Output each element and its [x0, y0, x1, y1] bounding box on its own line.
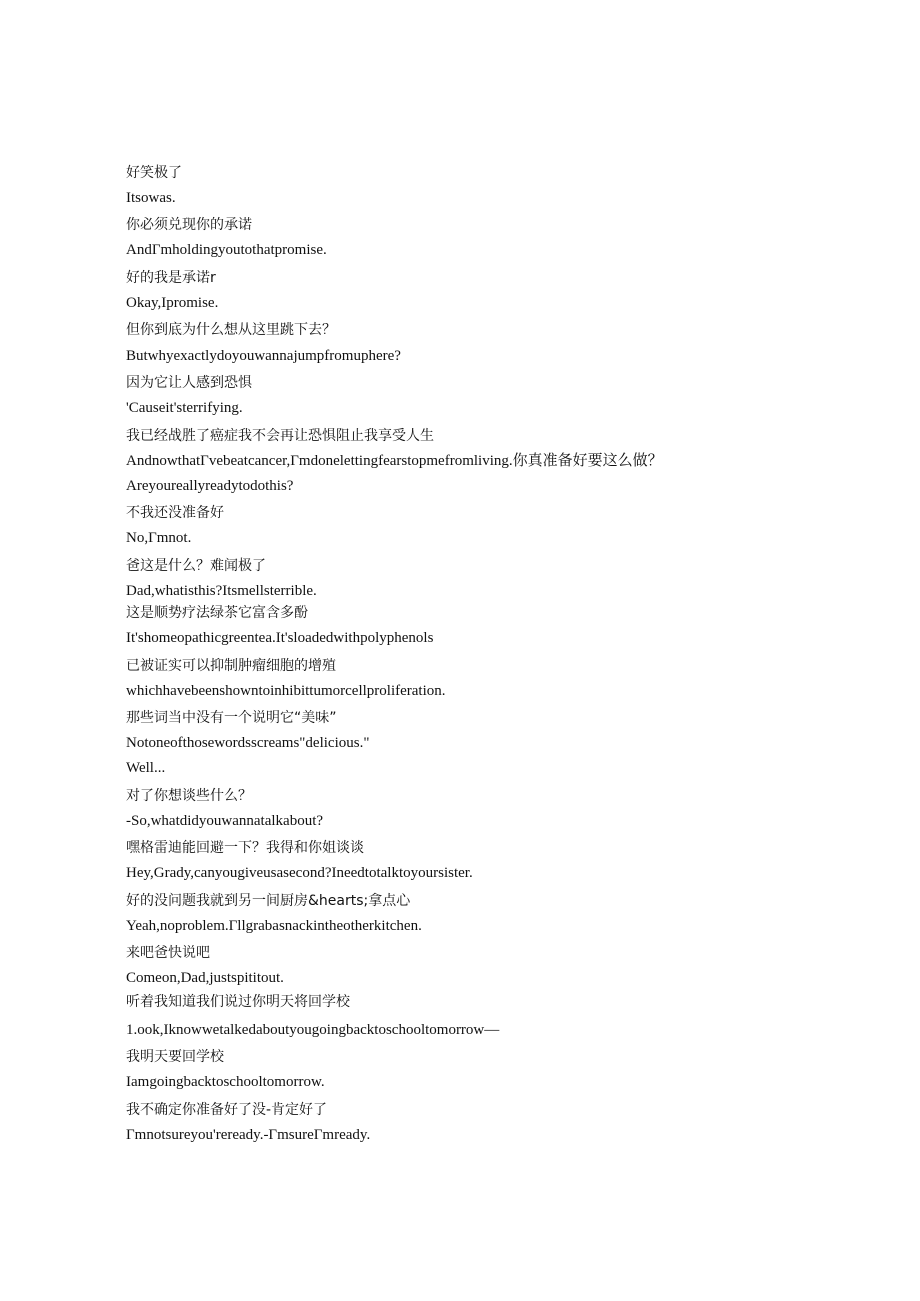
subtitle-line-en: Notoneofthosewordsscreams"delicious." [126, 735, 370, 751]
subtitle-line-en: Okay,Ipromise. [126, 295, 219, 311]
subtitle-line-en: Areyoureallyreadytodothis? [126, 478, 294, 494]
subtitle-line-zh: 听着我知道我们说过你明天将回学校 [126, 994, 350, 1010]
subtitle-line-zh: 爸这是什么？难闻极了 [126, 558, 266, 574]
subtitle-line-zh: 好的没问题我就到另一间厨房&hearts;拿点心 [126, 893, 411, 909]
subtitle-line-en: Comeon,Dad,justspititout. [126, 970, 284, 986]
subtitle-line-en: Yeah,noproblem.Γllgrabasnackintheotherkitchen. [126, 918, 422, 934]
subtitle-line-en: AndΓmholdingyoutothatpromise. [126, 242, 327, 258]
subtitle-line-en: Butwhyexactlydoyouwannajumpfromuphere? [126, 348, 401, 364]
subtitle-line-en: No,Γmnot. [126, 530, 192, 546]
subtitle-line-en: Γmnotsureyou'reready.-ΓmsureΓmready. [126, 1127, 371, 1143]
subtitle-line-zh: 那些词当中没有一个说明它“美味” [126, 710, 337, 726]
subtitle-line-en: Well... [126, 760, 166, 776]
subtitle-line-zh: 好的我是承诺r [126, 270, 216, 286]
subtitle-line-en: Dad,whatisthis?Itsmellsterrible. [126, 583, 317, 599]
subtitle-line-zh: 我不确定你准备好了没-肯定好了 [126, 1102, 328, 1118]
subtitle-line-zh: 嘿格雷迪能回避一下？我得和你姐谈谈 [126, 840, 364, 856]
subtitle-line-zh: 好笑极了 [126, 165, 182, 181]
subtitle-line-zh: 对了你想谈些什么？ [126, 788, 252, 804]
subtitle-line-en: 1.ook,Iknowwetalkedaboutyougoingbacktoschooltomorrow— [126, 1022, 500, 1038]
subtitle-line-zh: 我已经战胜了癌症我不会再让恐惧阻止我享受人生 [126, 428, 434, 444]
subtitle-line-zh: 不我还没准备好 [126, 505, 224, 521]
subtitle-line-zh: 你必须兑现你的承诺 [126, 217, 252, 233]
subtitle-line-zh: 因为它让人感到恐惧 [126, 375, 252, 391]
subtitle-line-zh: 这是顺势疗法绿茶它富含多酚 [126, 605, 308, 621]
subtitle-line-en: whichhavebeenshowntoinhibittumorcellproliferation. [126, 683, 446, 699]
subtitle-line-en: AndnowthatΓvebeatcancer,Γmdonelettingfearstopmefromliving.你真准备好要这么做？ [126, 453, 663, 469]
subtitle-line-en: Iamgoingbacktoschooltomorrow. [126, 1074, 325, 1090]
subtitle-line-en: It'shomeopathicgreentea.It'sloadedwithpolyphenols [126, 630, 434, 646]
subtitle-line-en: Itsowas. [126, 190, 176, 206]
subtitle-line-zh: 我明天要回学校 [126, 1049, 224, 1065]
subtitle-line-en: -So,whatdidyouwannatalkabout? [126, 813, 324, 829]
subtitle-line-en: 'Causeit'sterrifying. [126, 400, 243, 416]
subtitle-line-zh: 已被证实可以抑制肿瘤细胞的增殖 [126, 658, 336, 674]
subtitle-line-zh: 但你到底为什么想从这里跳下去？ [126, 322, 336, 338]
subtitle-line-zh: 来吧爸快说吧 [126, 945, 210, 961]
subtitle-line-en: Hey,Grady,canyougiveusasecond?Ineedtotalktoyoursister. [126, 865, 473, 881]
